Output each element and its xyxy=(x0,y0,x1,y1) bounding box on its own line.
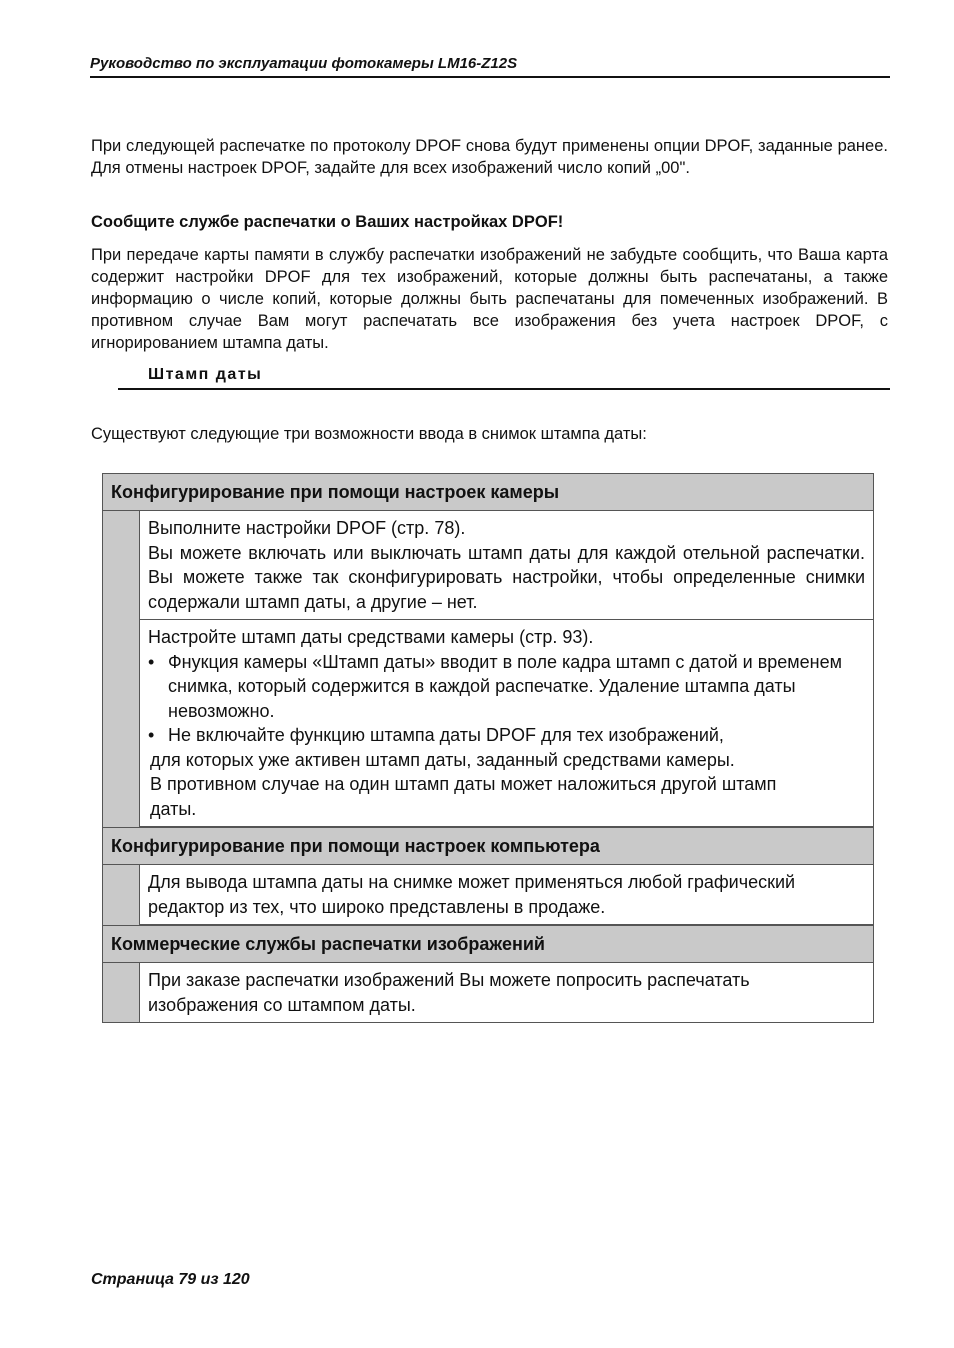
section-divider xyxy=(118,388,890,390)
page-number: Страница 79 из 120 xyxy=(91,1271,250,1288)
paragraph-intro: Существуют следующие три возможности ввода в снимок штампа даты: xyxy=(91,425,647,443)
paragraph-notice-heading: Сообщите службе распечатки о Ваших настройках DPOF! xyxy=(91,213,564,231)
paragraph-print-service: При передаче карты памяти в службу распечатки изображений не забудьте сообщить, что Ваша карта содержит настройки DPOF для тех изображений, которые должны быть распечатаны, а также информацию о числе копий, которые должны быть распечатаны для помеченных изображений. В противном случае Вам могут распечатать все изображения без учета настроек DPOF, с игнорированием штампа даты. xyxy=(91,246,888,352)
row-title: Выполните настройки DPOF (стр. 78). xyxy=(148,518,466,538)
option-row-commercial xyxy=(139,963,873,1022)
bullet-continuation: для которых уже активен штамп даты, заданный средствами камеры. xyxy=(150,749,735,770)
option-row-camera-stamp xyxy=(139,620,873,827)
option-row-editor xyxy=(139,865,873,925)
bullet-continuation: В противном случае на один штамп даты может наложиться другой штамп даты. xyxy=(150,774,777,819)
row-title: Настройте штамп даты средствами камеры (стр. 93). xyxy=(148,627,594,647)
paragraph-dpof-reapply: При следующей распечатке по протоколу DPOF снова будут применены опции DPOF, заданные ранее. Для отмены настроек DPOF, задайте для всех изображений число копий „00". xyxy=(91,137,888,177)
section-title: Штамп даты xyxy=(148,366,263,383)
document-header: Руководство по эксплуатации фотокамеры LM16-Z12S xyxy=(90,55,518,72)
bullet-dot: • xyxy=(148,651,155,672)
bullet-item xyxy=(148,723,865,748)
bullet-item xyxy=(148,650,865,724)
bullet-text: Фнукция камеры «Штамп даты» вводит в поле кадра штамп с датой и временем снимка, который содержится в каждой распечатке. Удаление штампа даты невозможно. xyxy=(168,651,843,721)
header-divider xyxy=(90,76,890,78)
date-stamp-options-table xyxy=(102,473,874,1023)
group-heading-camera: Конфигурирование при помощи настроек камеры xyxy=(103,474,873,511)
bullet-text: Не включайте функцию штампа даты DPOF для тех изображений, xyxy=(168,725,724,745)
group-heading-computer: Конфигурирование при помощи настроек компьютера xyxy=(103,827,873,865)
group-heading-commercial: Коммерческие службы распечатки изображений xyxy=(103,925,873,963)
row-text: Вы можете включать или выключать штамп даты для каждой отельной распечатки. Вы можете также так сконфигурировать настройки, чтобы определенные снимки содержали штамп даты, а другие – нет. xyxy=(148,542,865,612)
row-text: Для вывода штампа даты на снимке может применяться любой графический редактор из тех, что широко представлены в продаже. xyxy=(148,872,796,917)
row-text: При заказе распечатки изображений Вы можете попросить распечатать изображения со штампом даты. xyxy=(148,970,750,1015)
option-row-dpof xyxy=(139,511,873,620)
bullet-dot: • xyxy=(148,725,155,745)
